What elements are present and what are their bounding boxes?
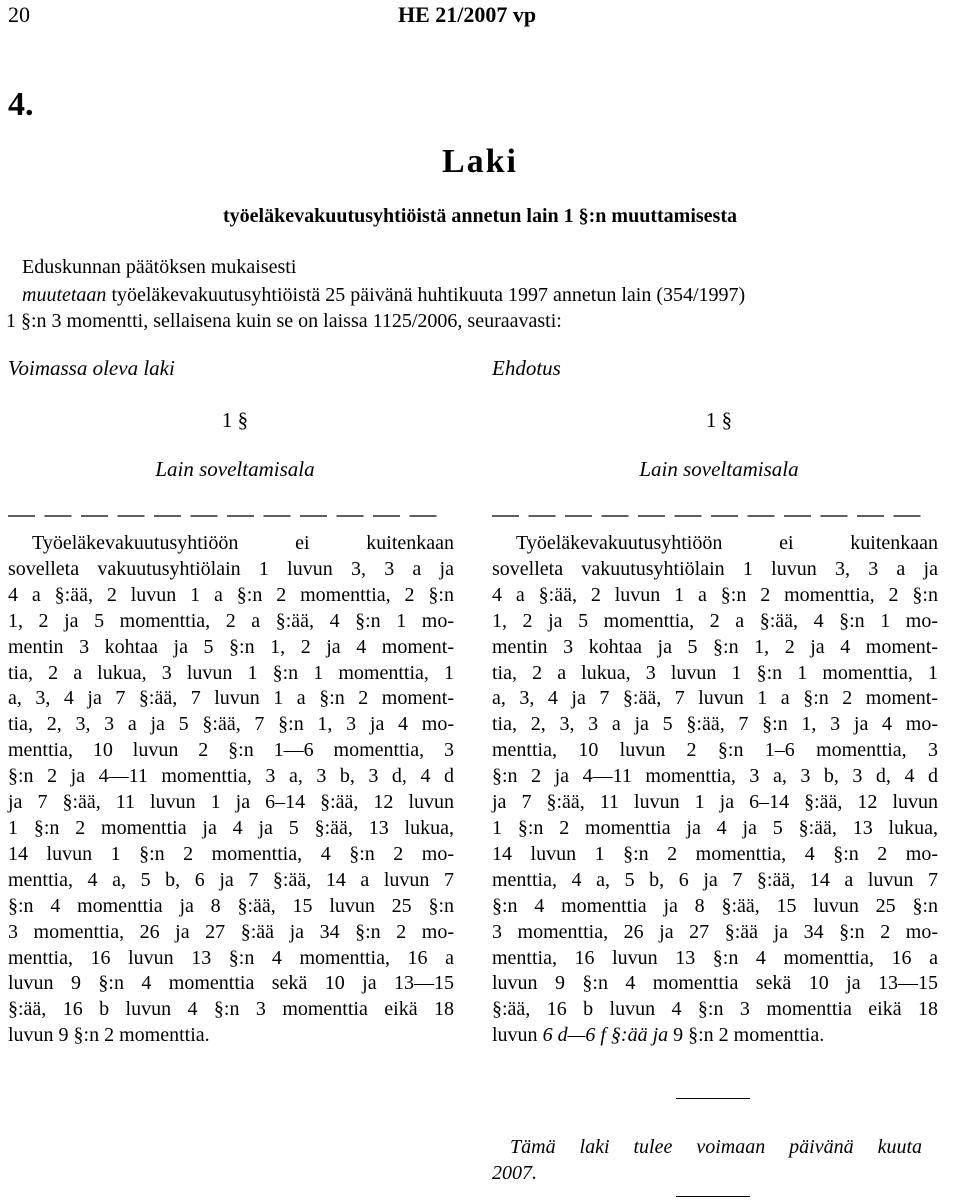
right-section-title: Lain soveltamisala	[639, 457, 799, 481]
body-line: luvun 9 §:n 4 momenttia sekä 10 ja 13—15	[492, 972, 938, 995]
law-title: Laki	[441, 143, 519, 180]
left-section-title: Lain soveltamisala	[155, 457, 315, 481]
body-line: 1, 2 ja 5 momenttia, 2 a §:ää, 4 §:n 1 mo-	[8, 609, 454, 632]
right-column-body	[492, 531, 938, 1049]
body-line: Työeläkevakuutusyhtiöön ei kuitenkaan	[516, 532, 938, 554]
column-heading-proposal: Ehdotus	[492, 356, 561, 380]
right-section-number: 1 §	[705, 408, 733, 432]
body-line: luvun 9 §:n 4 momenttia sekä 10 ja 13—15	[8, 972, 454, 995]
enactment-clause: Tämä laki tulee voimaan päivänä kuuta	[510, 1136, 922, 1158]
body-line: tia, 2, 3, 3 a ja 5 §:ää, 7 §:n 1, 3 ja 4 mo-	[8, 713, 454, 736]
body-line: menttia, 10 luvun 2 §:n 1—6 momenttia, 3	[8, 739, 454, 762]
intro-line-2-rest: työeläkevakuutusyhtiöistä 25 päivänä huhtikuuta 1997 annetun lain (354/1997)	[106, 284, 746, 306]
left-omission-dashes	[8, 510, 448, 522]
body-line: mentin 3 kohtaa ja 5 §:n 1, 2 ja 4 moment-	[8, 635, 454, 658]
body-line: a, 3, 4 ja 7 §:ää, 7 luvun 1 a §:n 2 moment-	[492, 687, 938, 710]
body-line: menttia, 4 a, 5 b, 6 ja 7 §:ää, 14 a luvun 7	[8, 868, 454, 891]
amended-insertion: 6 d—6 f §:ää ja	[542, 1024, 669, 1047]
body-line: sovelleta vakuutusyhtiölain 1 luvun 3, 3 a ja	[8, 557, 454, 580]
body-line: menttia, 16 luvun 13 §:n 4 momenttia, 16 a	[492, 946, 938, 969]
body-line: ja 7 §:ää, 11 luvun 1 ja 6–14 §:ää, 12 luvun	[8, 791, 454, 814]
body-line: mentin 3 kohtaa ja 5 §:n 1, 2 ja 4 moment-	[492, 635, 938, 658]
column-heading-current-law: Voimassa oleva laki	[8, 356, 175, 380]
body-line: menttia, 16 luvun 13 §:n 4 momenttia, 16 a	[8, 946, 454, 969]
body-line: 4 a §:ää, 2 luvun 1 a §:n 2 momenttia, 2 §:n	[492, 583, 938, 606]
amended-suffix: 9 §:n 2 momenttia.	[668, 1024, 825, 1047]
intro-verb: muutetaan	[22, 284, 107, 306]
separator-rule-bottom	[676, 1196, 750, 1197]
left-section-number: 1 §	[221, 408, 249, 432]
body-line: tia, 2, 3, 3 a ja 5 §:ää, 7 §:n 1, 3 ja 4 mo-	[492, 713, 938, 736]
body-line: tia, 2 a lukua, 3 luvun 1 §:n 1 momenttia, 1	[8, 661, 454, 684]
body-line: menttia, 10 luvun 2 §:n 1–6 momenttia, 3	[492, 739, 938, 762]
body-line: §:ää, 16 b luvun 4 §:n 3 momenttia eikä 18	[8, 998, 454, 1021]
body-line: Työeläkevakuutusyhtiöön ei kuitenkaan	[32, 532, 454, 554]
law-subtitle: työeläkevakuutusyhtiöistä annetun lain 1 §:n muuttamisesta	[223, 205, 737, 227]
body-line: §:n 2 ja 4—11 momenttia, 3 a, 3 b, 3 d, 4 d	[492, 765, 938, 788]
body-line: 1 §:n 2 momenttia ja 4 ja 5 §:ää, 13 lukua,	[8, 816, 454, 839]
document-id: HE 21/2007 vp	[398, 2, 537, 27]
body-line: luvun 9 §:n 2 momenttia.	[8, 1024, 210, 1047]
body-line: 1, 2 ja 5 momenttia, 2 a §:ää, 4 §:n 1 mo-	[492, 609, 938, 632]
body-line: 1 §:n 2 momenttia ja 4 ja 5 §:ää, 13 lukua,	[492, 816, 938, 839]
body-line: 14 luvun 1 §:n 2 momenttia, 4 §:n 2 mo-	[492, 842, 938, 865]
body-line: 3 momenttia, 26 ja 27 §:ää ja 34 §:n 2 mo-	[8, 920, 454, 943]
body-line: 3 momenttia, 26 ja 27 §:ää ja 34 §:n 2 mo-	[492, 920, 938, 943]
intro-line-1: Eduskunnan päätöksen mukaisesti	[22, 256, 297, 278]
left-column-body	[8, 531, 454, 1049]
body-line: ja 7 §:ää, 11 luvun 1 ja 6–14 §:ää, 12 luvun	[492, 791, 938, 814]
page-number: 20	[8, 2, 30, 27]
body-line: §:ää, 16 b luvun 4 §:n 3 momenttia eikä 18	[492, 998, 938, 1021]
body-line: §:n 4 momenttia ja 8 §:ää, 15 luvun 25 §:n	[8, 894, 454, 917]
body-line: menttia, 4 a, 5 b, 6 ja 7 §:ää, 14 a luvun 7	[492, 868, 938, 891]
body-line: §:n 2 ja 4—11 momenttia, 3 a, 3 b, 3 d, 4 d	[8, 765, 454, 788]
body-line: §:n 4 momenttia ja 8 §:ää, 15 luvun 25 §:n	[492, 894, 938, 917]
right-omission-dashes	[492, 510, 932, 522]
intro-line-3: 1 §:n 3 momentti, sellaisena kuin se on laissa 1125/2006, seuraavasti:	[6, 310, 562, 332]
body-line: 14 luvun 1 §:n 2 momenttia, 4 §:n 2 mo-	[8, 842, 454, 865]
body-line: a, 3, 4 ja 7 §:ää, 7 luvun 1 a §:n 2 moment-	[8, 687, 454, 710]
amended-prefix: luvun	[492, 1024, 543, 1047]
body-line: tia, 2 a lukua, 3 luvun 1 §:n 1 momenttia, 1	[492, 661, 938, 684]
body-line: 4 a §:ää, 2 luvun 1 a §:n 2 momenttia, 2 §:n	[8, 583, 454, 606]
body-line-amended	[492, 1023, 938, 1049]
intro-line-2	[22, 284, 745, 307]
enactment-year: 2007.	[492, 1162, 537, 1184]
section-number: 4.	[8, 86, 34, 123]
body-line: sovelleta vakuutusyhtiölain 1 luvun 3, 3 a ja	[492, 557, 938, 580]
separator-rule-top	[676, 1098, 750, 1099]
